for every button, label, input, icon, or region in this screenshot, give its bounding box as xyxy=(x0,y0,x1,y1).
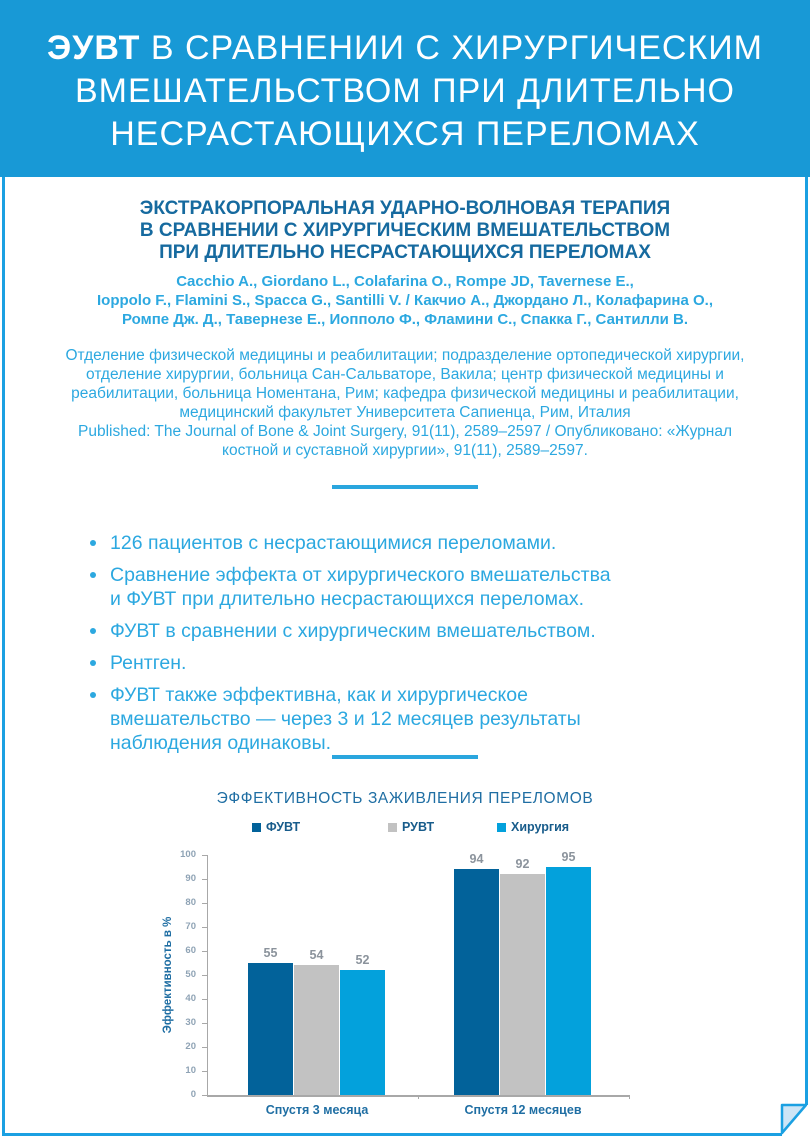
x-tick-mark xyxy=(418,1095,419,1099)
x-tick-mark xyxy=(629,1095,630,1099)
authors-line: Cacchio A., Giordano L., Colafarina O., Rompe JD, Tavernese E., xyxy=(176,273,634,290)
affiliation-line: реабилитации, больница Номентана, Рим; кафедра физической медицины и реабилитации, xyxy=(71,385,739,402)
bullet-dot xyxy=(90,572,96,578)
y-tick-label: 40 xyxy=(185,993,196,1004)
y-tick-label: 90 xyxy=(185,873,196,884)
bar-ФУВТ xyxy=(454,852,499,1095)
y-tick-label: 30 xyxy=(185,1017,196,1028)
y-tick-mark xyxy=(202,1095,207,1096)
y-axis-title: Эффективность в % xyxy=(162,916,174,1034)
legend-swatch-icon xyxy=(388,823,397,832)
y-tick-label: 80 xyxy=(185,897,196,908)
header-title-abbrev: ЭУВТ xyxy=(47,29,141,67)
bar-value-label: 94 xyxy=(469,852,484,867)
section-divider xyxy=(332,485,478,489)
y-tick-mark xyxy=(202,951,207,952)
legend-item xyxy=(497,820,569,834)
y-tick-mark xyxy=(202,855,207,856)
bullet-dot xyxy=(90,540,96,546)
legend-label: ФУВТ xyxy=(266,820,301,834)
list-item xyxy=(88,619,748,643)
y-tick-mark xyxy=(202,927,207,928)
publication-line: костной и суставной хирургии», 91(11), 2589–2597. xyxy=(222,442,588,459)
y-tick-label: 70 xyxy=(185,921,196,932)
bar-value-label: 95 xyxy=(561,850,576,864)
plot-area xyxy=(207,850,629,1117)
authors-line: Ioppolo F., Flamini S., Spacca G., Santilli V. / Какчио А., Джордано Л., Колафарина О., xyxy=(96,292,714,309)
y-tick-mark xyxy=(202,1023,207,1024)
bullet-text: и ФУВТ при длительно несрастающихся переломах. xyxy=(110,588,585,610)
bullet-dot xyxy=(90,660,96,666)
bar-РУВТ xyxy=(500,857,545,1095)
bullet-text: 126 пациентов с несрастающимися переломами. xyxy=(110,532,557,554)
y-tick-mark xyxy=(202,999,207,1000)
bullet-text: Рентген. xyxy=(110,652,187,674)
bar-ФУВТ xyxy=(248,946,293,1095)
folded-corner-icon xyxy=(750,1078,808,1136)
y-tick-label: 60 xyxy=(185,945,196,956)
bullet-text: наблюдения одинаковы. xyxy=(110,732,332,754)
affiliation-line: Отделение физической медицины и реабилитации; подразделение ортопедической хирургии, xyxy=(65,347,745,364)
y-tick-mark xyxy=(202,975,207,976)
list-item xyxy=(88,531,748,555)
legend-swatch-icon xyxy=(252,823,261,832)
bar-value-label: 54 xyxy=(309,948,324,963)
study-title-line: ПРИ ДЛИТЕЛЬНО НЕСРАСТАЮЩИХСЯ ПЕРЕЛОМАХ xyxy=(159,242,651,263)
list-item xyxy=(88,651,748,675)
header-title-line1-rest: В СРАВНЕНИИ С ХИРУРГИЧЕСКИМ xyxy=(140,29,763,67)
bar-value-label: 55 xyxy=(263,946,278,960)
bullet-dot xyxy=(90,628,96,634)
bar-group xyxy=(248,946,385,1095)
header-title-line2: ВМЕШАТЕЛЬСТВОМ ПРИ ДЛИТЕЛЬНО xyxy=(75,72,735,110)
list-item xyxy=(88,563,748,611)
affiliation-text xyxy=(0,346,810,460)
list-item xyxy=(88,683,748,755)
y-tick-mark xyxy=(202,1047,207,1048)
legend-item xyxy=(388,820,434,834)
header-title-line3: НЕСРАСТАЮЩИХСЯ ПЕРЕЛОМАХ xyxy=(110,115,700,153)
affiliation-line: отделение хирургии, больница Сан-Сальваторе, Вакила; центр физической медицины и xyxy=(86,366,724,383)
bullet-text: вмешательство — через 3 и 12 месяцев результаты xyxy=(110,708,581,730)
y-tick-label: 10 xyxy=(185,1065,196,1076)
bar-value-label: 92 xyxy=(515,857,530,872)
bar-value-label: 52 xyxy=(355,953,370,968)
bar-group xyxy=(454,850,591,1095)
bullet-text: ФУВТ в сравнении с хирургическим вмешательством. xyxy=(110,620,596,642)
bullet-text: ФУВТ также эффективна, как и хирургическое xyxy=(110,684,528,706)
bullet-dot xyxy=(90,692,96,698)
legend-swatch-icon xyxy=(497,823,506,832)
y-tick-mark xyxy=(202,879,207,880)
bullet-text: Сравнение эффекта от хирургического вмешательства xyxy=(110,564,611,586)
header-title-line1 xyxy=(0,27,810,70)
y-tick-label: 50 xyxy=(185,969,196,980)
legend-label: РУВТ xyxy=(402,820,435,834)
chart-title: ЭФФЕКТИВНОСТЬ ЗАЖИВЛЕНИЯ ПЕРЕЛОМОВ xyxy=(216,790,594,807)
study-title-line: ЭКСТРАКОРПОРАЛЬНАЯ УДАРНО-ВОЛНОВАЯ ТЕРАПИЯ xyxy=(139,198,671,219)
x-axis-category-label: Спустя 3 месяца xyxy=(265,1103,369,1117)
bar-Хирургия xyxy=(546,850,591,1095)
publication-line: Published: The Journal of Bone & Joint Surgery, 91(11), 2589–2597 / Опубликовано: «Журнал xyxy=(78,423,732,440)
authors-list xyxy=(0,272,810,329)
authors-line: Ромпе Дж. Д., Тавернезе Е., Иопполо Ф., Фламини С., Спакка Г., Сантилли В. xyxy=(122,311,688,328)
y-tick-label: 100 xyxy=(180,849,196,860)
section-divider xyxy=(332,755,478,759)
legend-item xyxy=(252,820,300,834)
legend-label: Хирургия xyxy=(511,820,570,834)
study-title-line: В СРАВНЕНИИ С ХИРУРГИЧЕСКИМ ВМЕШАТЕЛЬСТВОМ xyxy=(139,220,671,241)
y-tick-mark xyxy=(202,1071,207,1072)
y-tick-mark xyxy=(202,903,207,904)
y-tick-label: 20 xyxy=(185,1041,196,1052)
bar-Хирургия xyxy=(340,953,385,1095)
x-axis-category-label: Спустя 12 месяцев xyxy=(464,1103,582,1117)
study-title xyxy=(0,198,810,264)
chart-legend xyxy=(0,820,810,838)
header-banner xyxy=(0,0,810,177)
bar-РУВТ xyxy=(294,948,339,1095)
key-points-list xyxy=(88,531,748,763)
bar-chart xyxy=(0,845,810,1138)
affiliation-line: медицинский факультет Университета Сапиенца, Рим, Италия xyxy=(179,404,631,421)
y-tick-label: 0 xyxy=(190,1089,196,1100)
